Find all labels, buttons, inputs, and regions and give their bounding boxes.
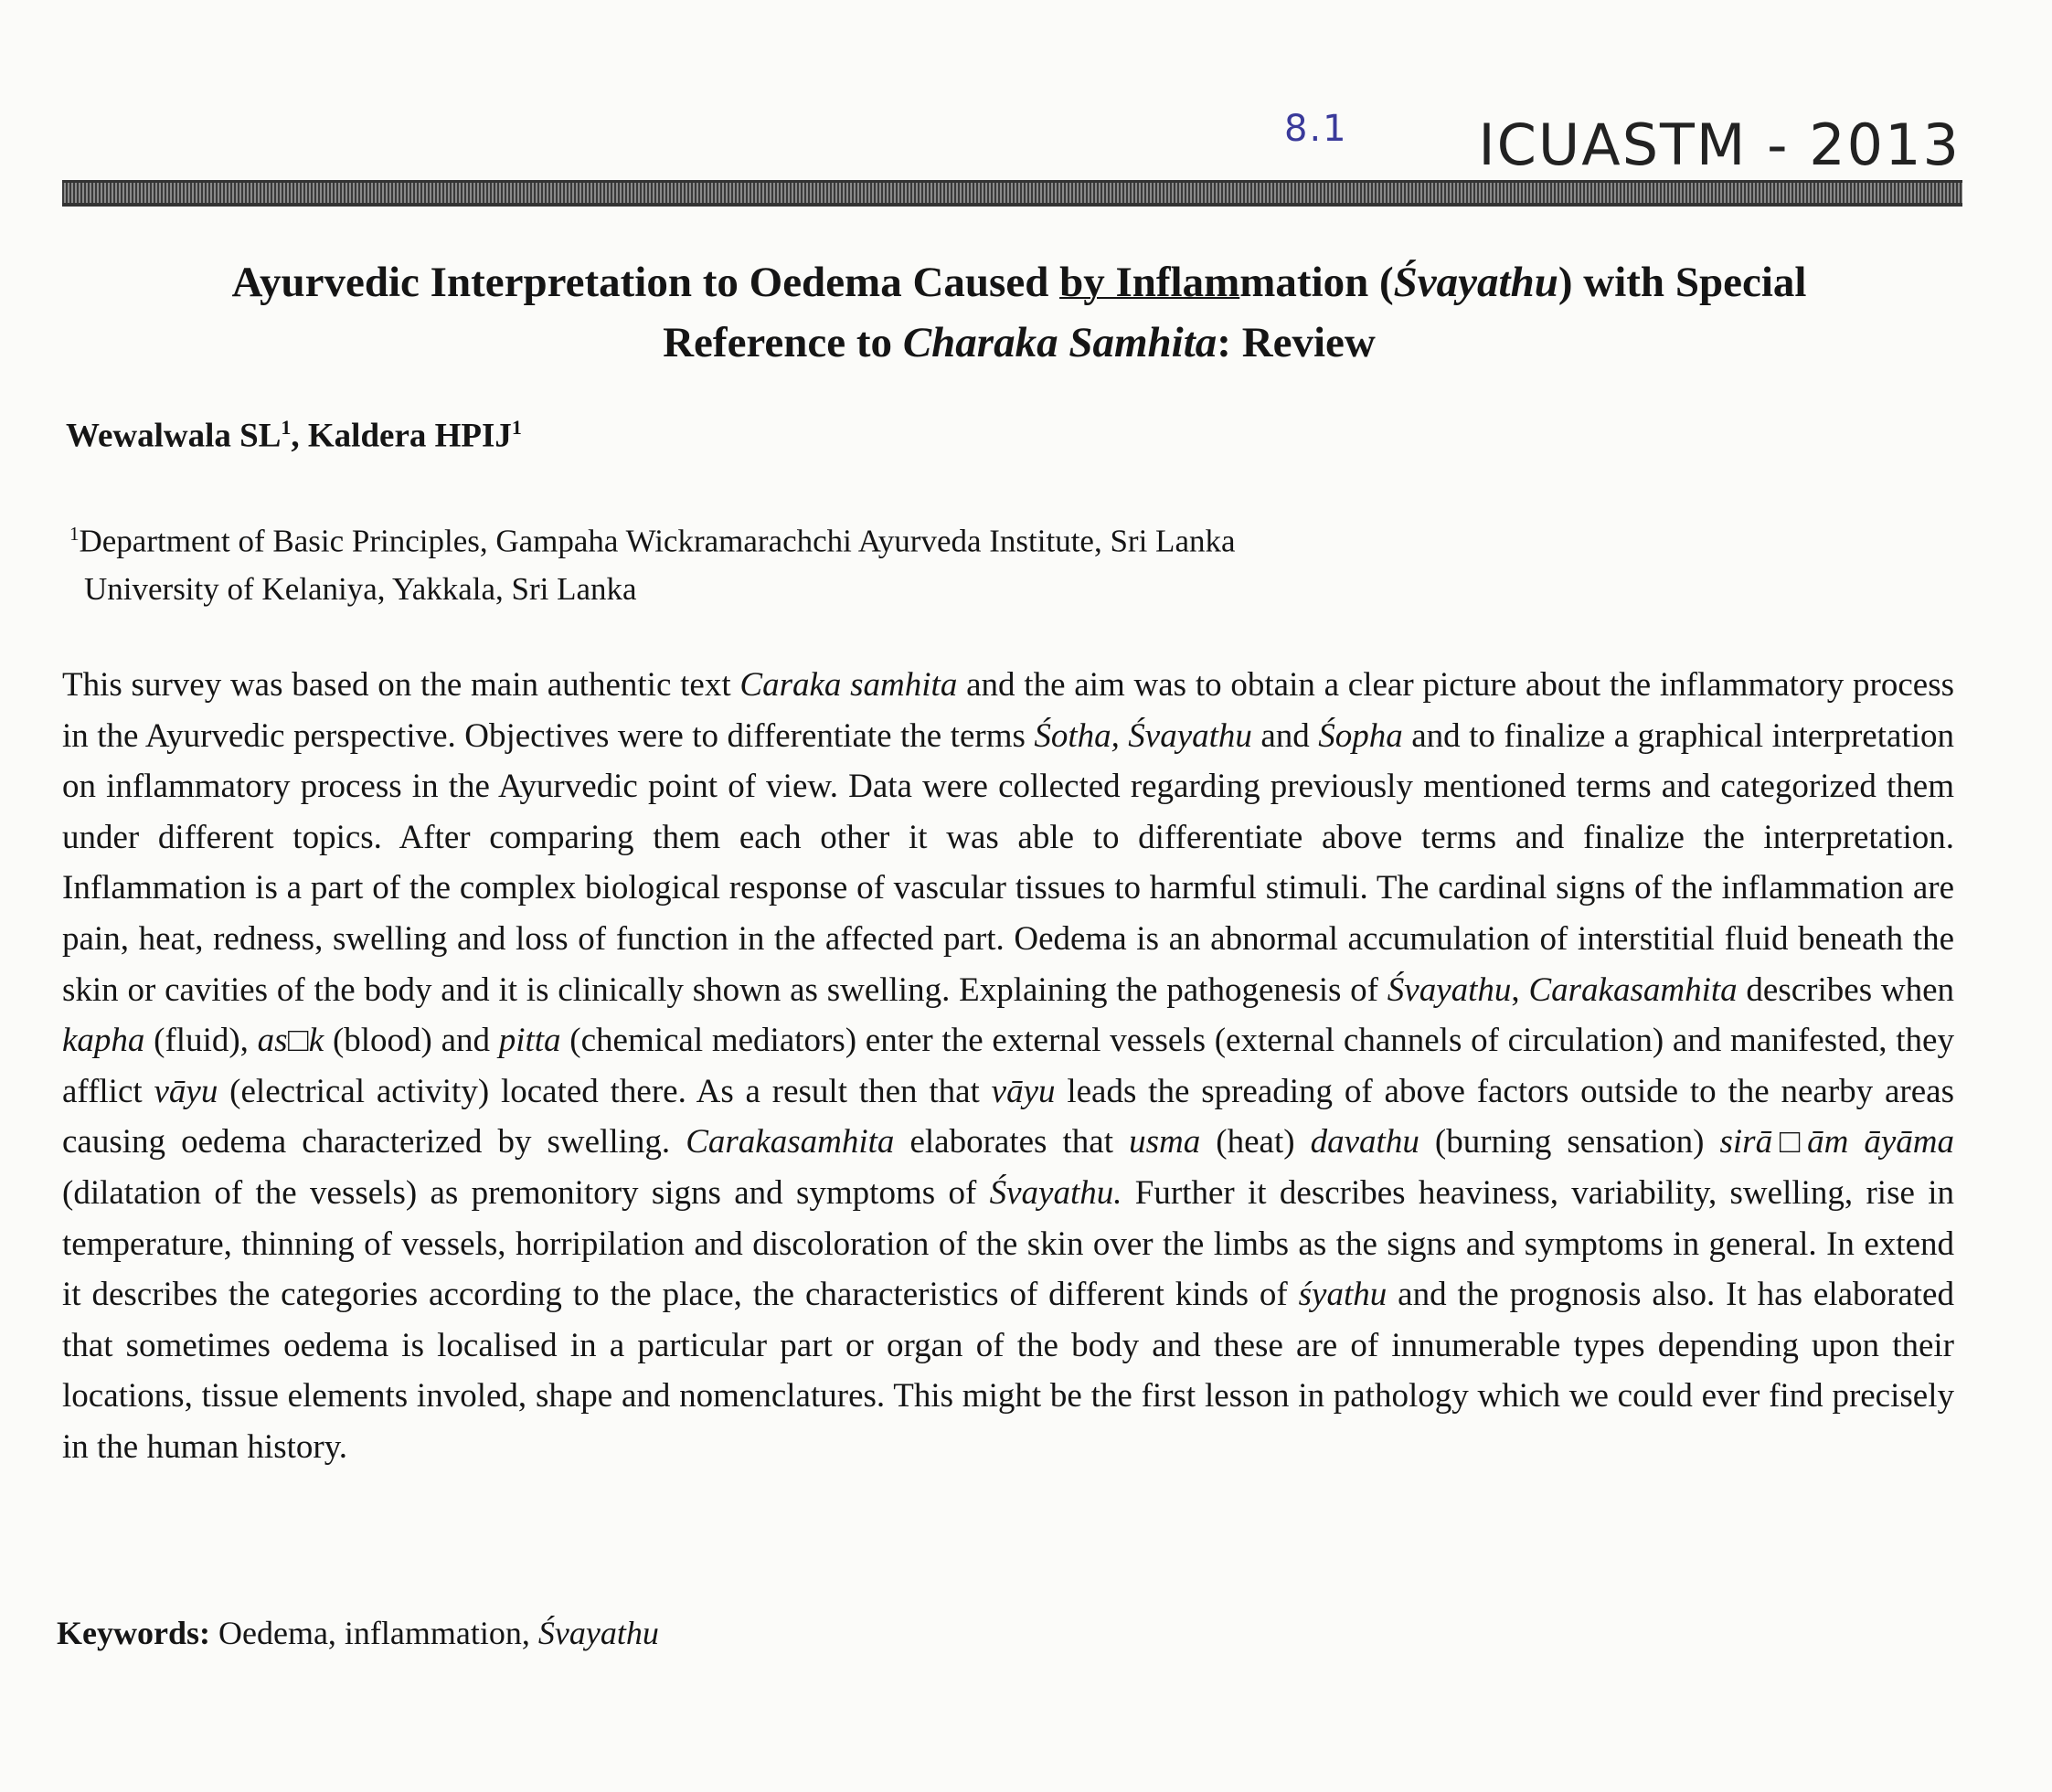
title-part2: mation ( — [1239, 259, 1394, 306]
title-part3: ) with Special Reference to — [663, 259, 1807, 366]
abstract-italic-term: sirā□ām āyāma — [1719, 1123, 1954, 1161]
affiliation-marker: 1 — [69, 523, 80, 545]
abstract-text: and the aim was to obtain a clear picture about the inflammatory process in the Ayurvedic perspective. Objectives were to differentiate the terms — [62, 666, 1954, 755]
abstract-italic-term: Carakasamhita — [1528, 970, 1738, 1009]
affiliation-line-2: University of Kelaniya, Yakkala, Sri Lanka — [84, 570, 637, 607]
handwritten-page-number: 8.1 — [1284, 108, 1348, 150]
abstract-text: (fluid), — [144, 1022, 258, 1060]
abstract-italic-term: usma — [1129, 1123, 1201, 1161]
abstract-italic-term: kapha — [62, 1022, 145, 1060]
title-underlined: by Inflam — [1059, 259, 1240, 306]
header-rule — [62, 180, 1962, 207]
author-list — [66, 416, 522, 455]
abstract-body — [62, 660, 1954, 1473]
abstract-text: (electrical activity) located there. As a result then that — [218, 1072, 992, 1110]
abstract-text: (dilatation of the vessels) as premonitory signs and symptoms of — [62, 1173, 990, 1212]
abstract-italic-term: Śotha, Śvayathu — [1034, 716, 1252, 755]
author-1-affil: 1 — [281, 416, 292, 439]
abstract-text: leads the spreading of above factors outside to the nearby areas causing oedema characterized by swelling. — [62, 1072, 1954, 1161]
abstract-text: and the prognosis also. It has elaborated that sometimes oedema is localised in a particular part or organ of the body and these are of innumerable types depending upon their locations, tissue elements involed, shape and nomenclatures. This might be the first lesson in pathology which we could ever find precisely in the human history. — [62, 1276, 1954, 1466]
title-part4: : Review — [1217, 319, 1376, 366]
author-1: Wewalwala SL — [66, 417, 282, 455]
keywords-label: Keywords: — [57, 1615, 210, 1651]
abstract-italic-term: davathu — [1310, 1123, 1419, 1161]
abstract-text: , — [1511, 970, 1529, 1009]
abstract-text: This survey was based on the main authentic text — [62, 666, 740, 704]
title-part1: Ayurvedic Interpretation to Oedema Caused — [231, 259, 1060, 306]
keywords-term: Śvayathu — [537, 1615, 659, 1651]
abstract-italic-term: vāyu — [154, 1072, 218, 1110]
abstract-text: (blood) and — [324, 1022, 499, 1060]
abstract-text: (chemical mediators) enter the external vessels (external channels of circulation) and manifested, they afflict — [62, 1022, 1954, 1110]
author-2: Kaldera HPIJ — [307, 417, 512, 455]
keywords-line — [57, 1614, 659, 1652]
abstract-text: Further it describes heaviness, variability, swelling, rise in temperature, thinning of vessels, horripilation and discoloration of the skin over the limbs as the signs and symptoms in general. In extend it describes the categories according to the place, the characteristics of different kinds of — [62, 1173, 1954, 1314]
abstract-italic-term: Śopha — [1318, 716, 1403, 755]
affiliation — [69, 510, 1236, 613]
author-2-affil: 1 — [511, 416, 522, 439]
author-separator: , — [291, 417, 308, 455]
abstract-italic-term: pitta — [498, 1022, 561, 1060]
abstract-text: (burning sensation) — [1419, 1123, 1720, 1161]
abstract-italic-term: Caraka samhita — [739, 666, 958, 704]
abstract-text: (heat) — [1200, 1123, 1311, 1161]
abstract-text: elaborates that — [894, 1123, 1130, 1161]
conference-header: ICUASTM - 2013 — [1478, 111, 1961, 178]
paper-title — [137, 252, 1901, 373]
abstract-italic-term: Carakasamhita — [686, 1123, 895, 1161]
abstract-text: and — [1251, 716, 1319, 755]
abstract-text: describes when — [1737, 970, 1955, 1009]
title-term: Śvayathu — [1393, 259, 1558, 306]
abstract-italic-term: vāyu — [991, 1072, 1056, 1110]
abstract-italic-term: as□k — [257, 1022, 324, 1060]
affiliation-line-1: Department of Basic Principles, Gampaha Wickramarachchi Ayurveda Institute, Sri Lanka — [79, 523, 1236, 559]
abstract-text: and to finalize a graphical interpretation on inflammatory process in the Ayurvedic point of view. Data were collected regarding previously mentioned terms and categorized them under different topics. After comparing them each other it was able to differentiate above terms and finalize the interpretation. Inflammation is a part of the complex biological response of vascular tissues to harmful stimuli. The cardinal signs of the inflammation are pain, heat, redness, swelling and loss of function in the affected part. Oedema is an abnormal accumulation of interstitial fluid beneath the skin or cavities of the body and it is clinically shown as swelling. Explaining the pathogenesis of — [62, 716, 1954, 1009]
abstract-italic-term: Śvayathu — [1387, 970, 1512, 1009]
title-text-name: Charaka Samhita — [902, 319, 1217, 366]
keywords-list: Oedema, inflammation, — [209, 1615, 538, 1651]
abstract-italic-term: Śvayathu. — [989, 1173, 1122, 1212]
abstract-italic-term: śyathu — [1298, 1276, 1387, 1314]
